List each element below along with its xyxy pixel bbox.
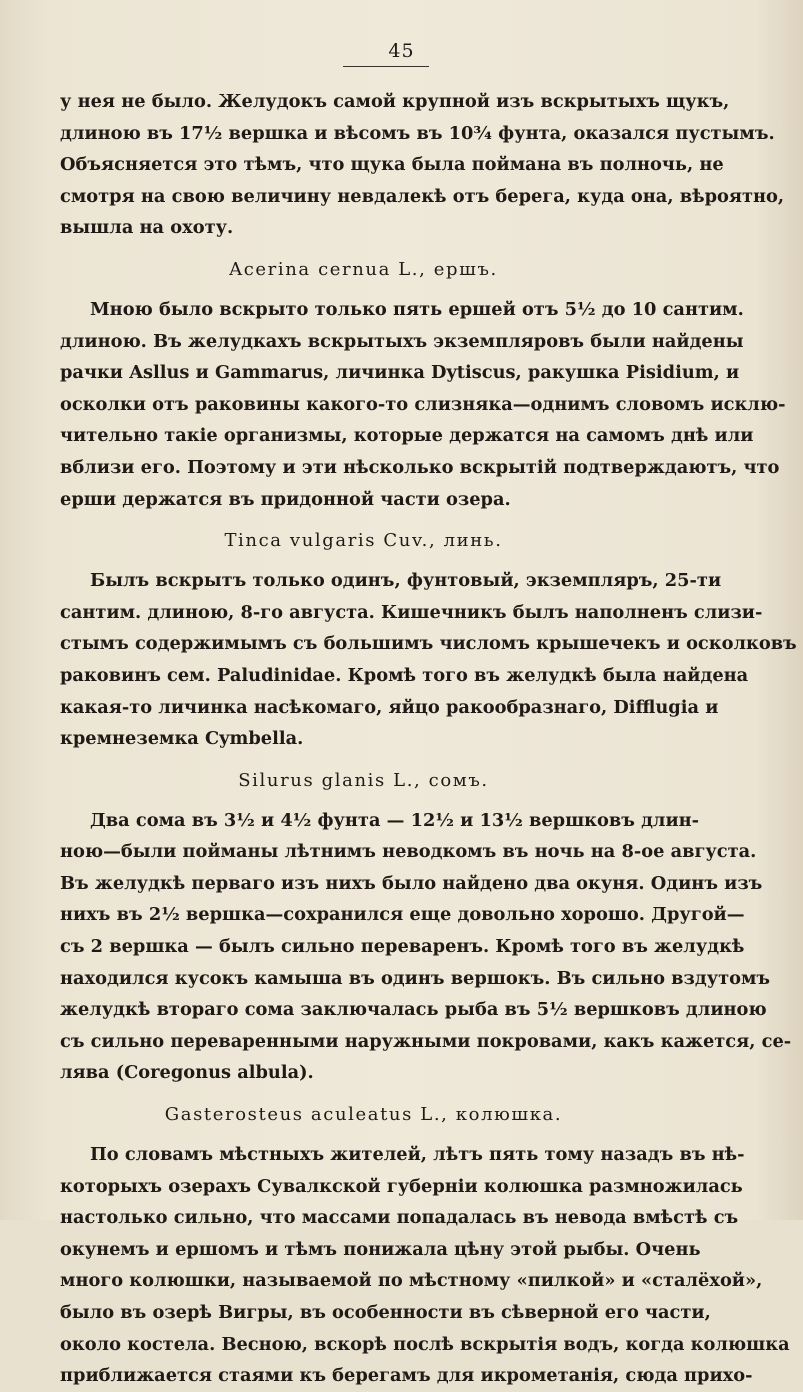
text-line: Мною было вскрыто только пять ершей отъ 5½ до 10 сантим. [90, 298, 744, 320]
text-line: настолько сильно, что массами попадалась въ невода вмѣстѣ съ [60, 1207, 739, 1229]
section-heading-tinca: Tinca vulgaris Cuv., линь. [224, 530, 503, 552]
text-line: сантим. длиною, 8-го августа. Кишечникъ былъ наполненъ слизи- [60, 601, 763, 623]
paragraph-gasterosteus [60, 1139, 790, 1392]
text-line: рачки Asllus и Gammarus, личинка Dytiscus, ракушка Pisidium, и [60, 362, 740, 384]
paragraph-silurus [60, 805, 792, 1089]
text-line: около костела. Весною, вскорѣ послѣ вскрытія водъ, когда колюшка [60, 1333, 790, 1355]
text-line: ною—были пойманы лѣтнимъ неводкомъ въ ночь на 8-ое августа. [60, 841, 757, 863]
section-heading-acerina: Acerina cernua L., ершъ. [229, 258, 498, 280]
text-line: Объясняется это тѣмъ, что щука была поймана въ полночь, не [60, 154, 724, 176]
text-line: у нея не было. Желудокъ самой крупной изъ вскрытыхъ щукъ, [60, 91, 730, 112]
text-line: съ сильно переваренными наружными покровами, какъ кажется, се- [60, 1030, 792, 1052]
text-line: находился кусокъ камыша въ одинъ вершокъ. Въ сильно вздутомъ [60, 967, 771, 989]
page-number: 45 [388, 40, 415, 62]
text-line: раковинъ сем. Paludinidae. Кромѣ того въ желудкѣ была найдена [60, 664, 749, 686]
text-line: какая-то личинка насѣкомаго, яйцо ракообразнаго, Difflugia и [60, 696, 719, 718]
paragraph-acerina [60, 294, 786, 515]
text-line: длиною. Въ желудкахъ вскрытыхъ экземпляровъ были найдены [60, 330, 744, 352]
text-line: По словамъ мѣстныхъ жителей, лѣтъ пять тому назадъ въ нѣ- [90, 1144, 745, 1166]
paragraph-pike-end [60, 86, 785, 244]
section-heading-gasterosteus: Gasterosteus aculeatus L., колюшка. [164, 1104, 563, 1126]
text-line: стымъ содержимымъ съ большимъ числомъ крышечекъ и осколковъ [60, 633, 797, 655]
text-line: приближается стаями къ берегамъ для икрометанія, сюда прихо- [60, 1365, 753, 1387]
text-line: вблизи его. Поэтому и эти нѣсколько вскрытій подтверждаютъ, что [60, 456, 780, 478]
text-line: Былъ вскрытъ только одинъ, фунтовый, экземпляръ, 25-ти [90, 570, 722, 592]
paragraph-tinca [60, 565, 797, 755]
text-line: окунемъ и ершомъ и тѣмъ понижала цѣну этой рыбы. Очень [60, 1238, 701, 1260]
text-line: смотря на свою величину невдалекѣ отъ берега, куда она, вѣроятно, [60, 185, 785, 207]
text-line: длиною въ 17½ вершка и вѣсомъ въ 10¾ фунта, оказался пустымъ. [60, 122, 775, 144]
text-line: съ 2 вершка — былъ сильно переваренъ. Кромѣ того въ желудкѣ [60, 936, 745, 958]
text-line: осколки отъ раковины какого-то слизняка—однимъ словомъ исклю- [60, 393, 786, 415]
section-heading-silurus: Silurus glanis L., сомъ. [238, 769, 489, 791]
text-line: много колюшки, называемой по мѣстному «пилкой» и «сталёхой», [60, 1270, 763, 1292]
text-line: Въ желудкѣ перваго изъ нихъ было найдено два окуня. Одинъ изъ [60, 872, 763, 894]
text-line: лява (Coregonus albula). [60, 1062, 314, 1084]
text-line: ерши держатся въ придонной части озера. [60, 488, 511, 510]
text-line: Два сома въ 3½ и 4½ фунта — 12½ и 13½ вершковъ длин- [90, 809, 700, 831]
text-line: желудкѣ втораго сома заключалась рыба въ 5½ вершковъ длиною [60, 999, 767, 1021]
text-line: чительно такіе организмы, которые держатся на самомъ днѣ или [60, 425, 754, 447]
text-body [60, 86, 797, 1392]
text-line: которыхъ озерахъ Сувалкской губерніи колюшка размножилась [60, 1175, 743, 1197]
text-line: кремнеземка Cymbella. [60, 728, 304, 750]
text-line: нихъ въ 2½ вершка—сохранился еще довольно хорошо. Другой— [60, 904, 745, 926]
text-line: вышла на охоту. [60, 217, 234, 239]
header-rule [343, 66, 429, 67]
text-line: было въ озерѣ Вигры, въ особенности въ сѣверной его части, [60, 1302, 711, 1323]
